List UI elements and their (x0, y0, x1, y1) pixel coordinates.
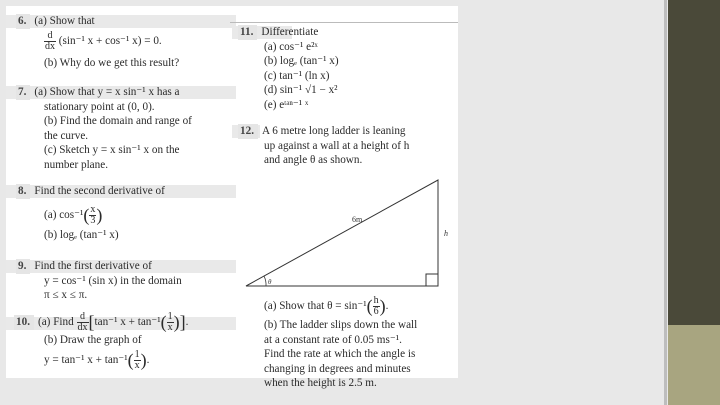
q12-b1: (b) The ladder slips down the wall (264, 319, 418, 331)
q10-derivative-operator: $\frac{d}{dx}$ (77, 311, 88, 333)
q8-a-fraction: $\frac{x}{3}$ (90, 203, 96, 226)
q6-a-head: (a) Show that (34, 15, 95, 27)
q7-number: 7. (16, 85, 30, 100)
q7-b2: the curve. (44, 129, 89, 142)
height-label: h (444, 229, 448, 238)
question-12 (238, 124, 409, 168)
slide-side-accent (668, 325, 720, 405)
q11-number: 11. (238, 25, 257, 40)
q11-b: (b) logₑ (tan⁻¹ x) (264, 55, 339, 68)
q7-a2: stationary point at (0, 0). (44, 100, 155, 113)
q11-e: (e) eᵗᵃⁿ⁻¹ ˣ (264, 98, 309, 111)
q9-l2: y = cos⁻¹ (sin x) in the domain (44, 274, 182, 287)
question-9 (16, 259, 182, 303)
question-7 (16, 85, 192, 173)
question-8: 8. Find the second derivative of (a) cos⁻¹( $\frac{x}{3}$ ) (b) logₑ (tan⁻¹ x) (18, 185, 165, 241)
q6-a-expression: (sin⁻¹ x + cos⁻¹ x) = 0. (58, 34, 162, 47)
q10-b: (b) Draw the graph of (44, 334, 142, 346)
q10-a-fraction: $\frac{1}{x}$ (167, 311, 173, 333)
q12-b2: at a constant rate of 0.05 ms⁻¹. (264, 333, 402, 346)
question-10: 10. (a) Find $\frac{d}{dx}$ [tan⁻¹ x + tan⁻¹( $\frac{1}{x}$ )]. (b) Draw the graph of y = tan⁻¹ x + tan⁻¹( $\frac{1}{x}$ ). (16, 311, 189, 371)
q12-b4: changing in degrees and minutes (264, 362, 411, 375)
q12-b5: when the height is 2.5 m. (264, 377, 377, 390)
q8-number: 8. (16, 184, 30, 199)
ladder-diagram (242, 178, 452, 296)
q12-l1: A 6 metre long ladder is leaning (261, 125, 406, 137)
q9-l3: π ≤ x ≤ π. (44, 289, 88, 302)
q7-c2: number plane. (44, 158, 108, 171)
q11-d: (d) sin⁻¹ √1 − x² (264, 84, 338, 97)
q12-l3: and angle θ as shown. (264, 154, 363, 167)
column-rule (230, 22, 458, 23)
q12-number: 12. (238, 124, 258, 139)
q9-number: 9. (16, 259, 30, 274)
q6-b: (b) Why do we get this result? (44, 56, 180, 69)
q10-a-prefix: (a) Find (37, 316, 74, 329)
q8-head: Find the second derivative of (34, 185, 165, 197)
q7-a1: (a) Show that y = x sin⁻¹ x has a (34, 86, 180, 98)
ladder-triangle (246, 180, 438, 286)
q11-head: Differentiate (261, 26, 319, 38)
q10-a-expression: tan⁻¹ x + tan⁻¹ (94, 316, 161, 329)
q12-l2: up against a wall at a height of h (264, 139, 410, 152)
q11-c: (c) tan⁻¹ (ln x) (264, 69, 330, 82)
q8-b: (b) logₑ (tan⁻¹ x) (44, 228, 119, 241)
q10-c-prefix: y = tan⁻¹ x + tan⁻¹ (44, 353, 128, 366)
textbook-page (6, 6, 458, 390)
question-11 (238, 25, 339, 113)
q12-b3: Find the rate at which the angle is (264, 348, 416, 361)
q8-a-prefix: (a) cos⁻¹ (44, 208, 84, 221)
q12-a-prefix: (a) Show that θ = sin⁻¹ (264, 300, 367, 313)
question-6 (16, 14, 179, 70)
q12-a-fraction: $\frac{h}{6}$ (373, 295, 379, 317)
ladder-length-label: 6m (352, 215, 363, 224)
q6-derivative-operator: $\frac{d}{dx}$ (45, 29, 55, 52)
q7-b1: (b) Find the domain and range of (44, 115, 192, 128)
theta-label: θ (268, 278, 272, 286)
q6-number: 6. (16, 14, 30, 29)
slide-divider-line (664, 0, 667, 405)
angle-arc (264, 276, 266, 286)
q9-l1: Find the first derivative of (34, 260, 152, 272)
right-angle-marker (426, 274, 438, 286)
q7-c1: (c) Sketch y = x sin⁻¹ x on the (44, 144, 180, 157)
q10-number: 10. (14, 315, 34, 330)
q11-a: (a) cos⁻¹ e²ˣ (264, 40, 318, 53)
q10-c-fraction: $\frac{1}{x}$ (134, 348, 140, 371)
question-12-parts: (a) Show that θ = sin⁻¹( $\frac{h}{6}$ ). (b) The ladder slips down the wall at a constant rate of 0.05 ms⁻¹. Find the rate at which the angle is changing in degrees and minutes when the height is 2.5 m. (264, 295, 418, 390)
